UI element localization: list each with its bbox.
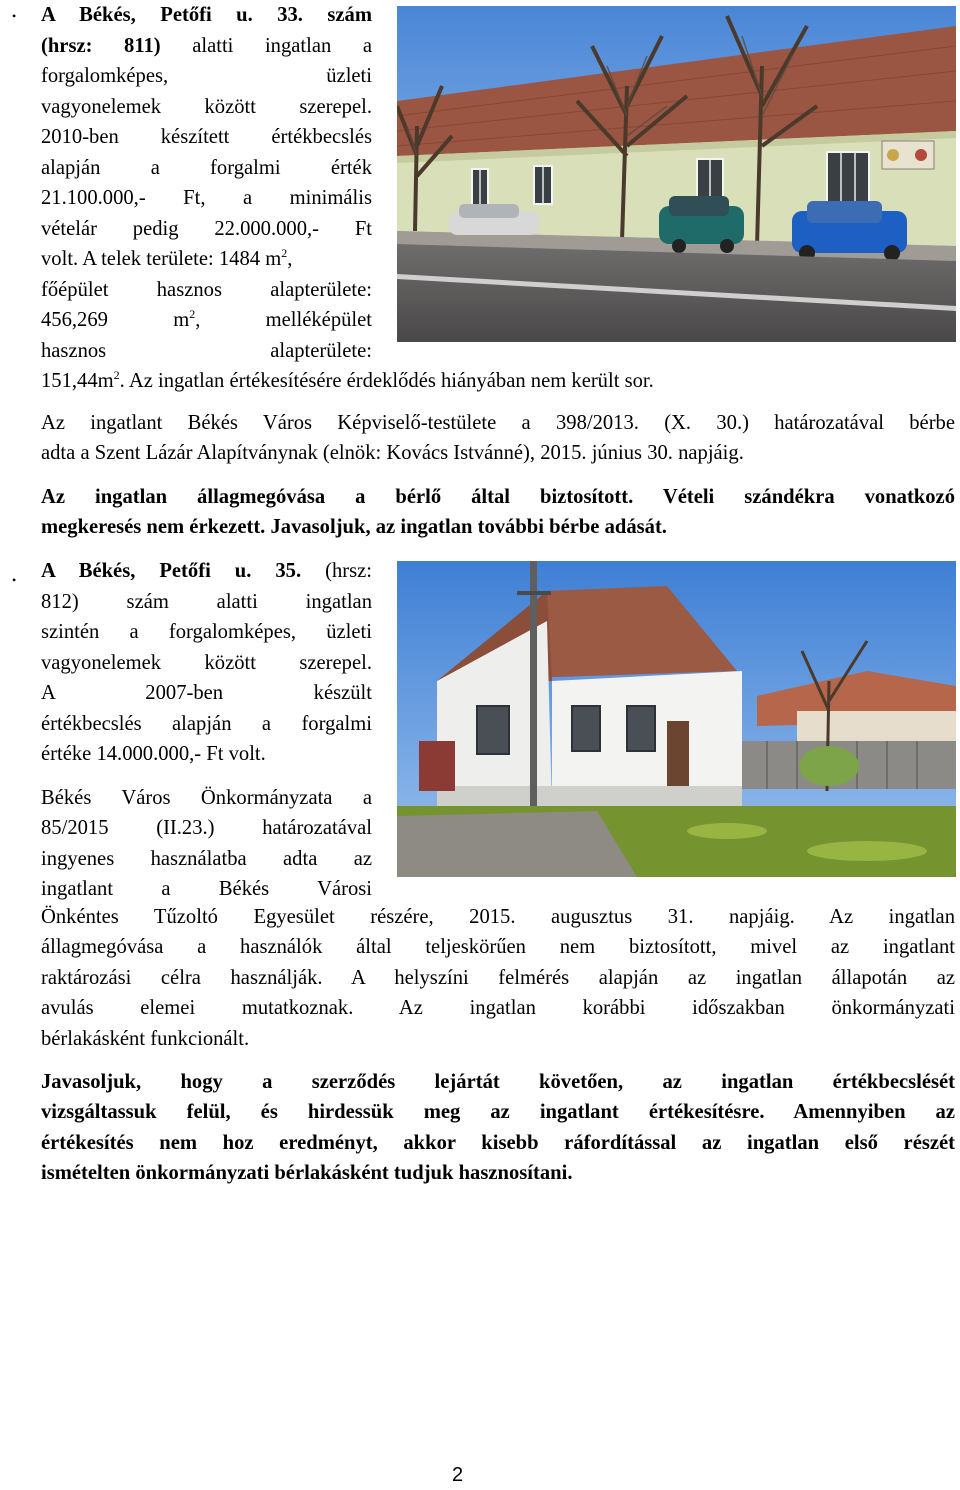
item2-line-1: A Békés, Petőfi u. 35. (hrsz:: [41, 560, 372, 582]
item2-para2-line-3: ingyenes használatba adta az: [41, 848, 372, 870]
building-photo-petofi-35: [397, 561, 956, 877]
item2-line-6: értékbecslés alapján a forgalmi: [41, 713, 372, 735]
item2-full-line-2: állagmegóvása a használók által teljeskörűen nem biztosított, mivel az ingatlant: [41, 936, 955, 958]
item2-line-5: A 2007-ben készült: [41, 682, 372, 704]
item1-line-8: vételár pedig 22.000.000,- Ft: [41, 218, 372, 240]
item2-line-7: értéke 14.000.000,- Ft volt.: [41, 743, 266, 765]
page-number: 2: [452, 1464, 464, 1486]
item2-full-line-1: Önkéntes Tűzoltó Egyesület részére, 2015. augusztus 31. napjáig. Az ingatlan: [41, 906, 955, 928]
item1-line-11: 456,269 $m^2$, melléképület: [41, 307, 372, 331]
item1-line-5: 2010-ben készített értékbecslés: [41, 126, 372, 148]
item1-line-13: $151,44m^2$. Az ingatlan értékesítésére érdeklődés hiányában nem került sor.: [41, 368, 654, 392]
item1-line-9: volt. A telek területe: 1484 $m^2$,: [41, 246, 293, 270]
item2-para2-line-1: Békés Város Önkormányzata a: [41, 787, 372, 809]
item1-line-6: alapján a forgalmi érték: [41, 157, 372, 179]
item1-line-12: hasznos alapterülete:: [41, 340, 372, 362]
item2-line-3: szintén a forgalomképes, üzleti: [41, 621, 372, 643]
item2-full-line-5: bérlakásként funkcionált.: [41, 1028, 250, 1050]
item1-para2-line-1: Az ingatlant Békés Város Képviselő-testülete a 398/2013. (X. 30.) határozatával bérbe: [41, 412, 955, 434]
building-photo-petofi-33: [397, 6, 956, 342]
item1-line-10: főépület hasznos alapterülete:: [41, 279, 372, 301]
item1-proposal-line-2: megkeresés nem érkezett. Javasoljuk, az ingatlan további bérbe adását.: [41, 516, 667, 538]
item1-line-4: vagyonelemek között szerepel.: [41, 96, 372, 118]
item2-proposal-line-4: ismételten önkormányzati bérlakásként tudjuk hasznosítani.: [41, 1162, 573, 1184]
item1-proposal-line-1: Az ingatlan állagmegóvása a bérlő által biztosított. Vételi szándékra vonatkozó: [41, 486, 955, 508]
item2-full-line-4: avulás elemei mutatkoznak. Az ingatlan korábbi időszakban önkormányzati: [41, 997, 955, 1019]
item1-line-2: (hrsz: 811) alatti ingatlan a: [41, 35, 372, 57]
bullet-1: •: [12, 9, 17, 23]
item1-para2-line-2: adta a Szent Lázár Alapítványnak (elnök: Kovács Istvánné), 2015. június 30. napjáig.: [41, 442, 744, 464]
item2-proposal-line-2: vizsgáltassuk felül, és hirdessük meg az ingatlant értékesítésre. Amennyiben az: [41, 1101, 955, 1123]
bullet-2: •: [12, 573, 17, 587]
item2-full-line-3: raktározási célra használják. A helyszíni felmérés alapján az ingatlan állapotán az: [41, 967, 955, 989]
item2-para2-line-4: ingatlant a Békés Városi: [41, 878, 372, 900]
item2-line-4: vagyonelemek között szerepel.: [41, 652, 372, 674]
item1-line-3: forgalomképes, üzleti: [41, 65, 372, 87]
item2-proposal-line-3: értékesítés nem hoz eredményt, akkor kisebb ráfordítással az ingatlan első részét: [41, 1132, 955, 1154]
item1-line-1: A Békés, Petőfi u. 33. szám: [41, 4, 372, 26]
item2-para2-line-2: 85/2015 (II.23.) határozatával: [41, 817, 372, 839]
item2-line-2: 812) szám alatti ingatlan: [41, 591, 372, 613]
item2-proposal-line-1: Javasoljuk, hogy a szerződés lejártát követően, az ingatlan értékbecslését: [41, 1071, 955, 1093]
item1-line-7: 21.100.000,- Ft, a minimális: [41, 187, 372, 209]
